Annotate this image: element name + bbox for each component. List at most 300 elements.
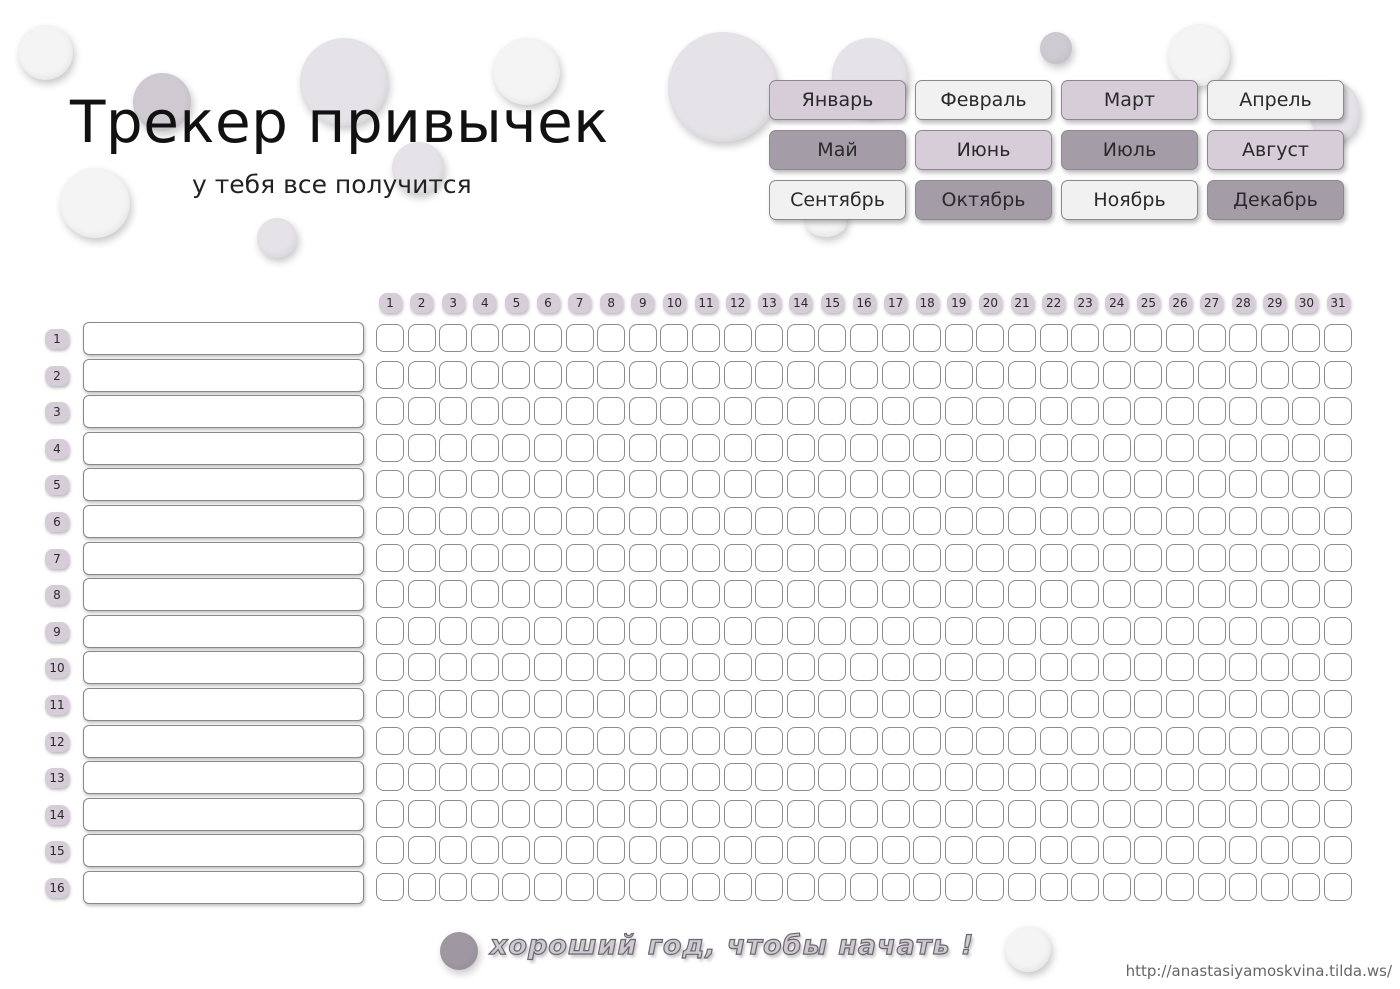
- habit-day-checkbox[interactable]: [1134, 690, 1162, 718]
- habit-day-checkbox[interactable]: [1292, 397, 1320, 425]
- habit-day-checkbox[interactable]: [597, 580, 625, 608]
- habit-day-checkbox[interactable]: [1071, 653, 1099, 681]
- habit-day-checkbox[interactable]: [913, 544, 941, 572]
- habit-day-checkbox[interactable]: [660, 727, 688, 755]
- habit-day-checkbox[interactable]: [913, 690, 941, 718]
- habit-day-checkbox[interactable]: [566, 690, 594, 718]
- habit-day-checkbox[interactable]: [1040, 653, 1068, 681]
- habit-name-field[interactable]: [83, 834, 364, 867]
- habit-day-checkbox[interactable]: [976, 580, 1004, 608]
- habit-day-checkbox[interactable]: [1103, 397, 1131, 425]
- habit-day-checkbox[interactable]: [1324, 470, 1352, 498]
- habit-day-checkbox[interactable]: [976, 836, 1004, 864]
- habit-day-checkbox[interactable]: [1040, 690, 1068, 718]
- habit-day-checkbox[interactable]: [408, 800, 436, 828]
- habit-day-checkbox[interactable]: [534, 324, 562, 352]
- habit-day-checkbox[interactable]: [976, 470, 1004, 498]
- habit-day-checkbox[interactable]: [692, 763, 720, 791]
- habit-day-checkbox[interactable]: [913, 653, 941, 681]
- habit-day-checkbox[interactable]: [724, 544, 752, 572]
- habit-day-checkbox[interactable]: [882, 873, 910, 901]
- habit-day-checkbox[interactable]: [1134, 544, 1162, 572]
- habit-day-checkbox[interactable]: [408, 470, 436, 498]
- habit-day-checkbox[interactable]: [660, 800, 688, 828]
- habit-day-checkbox[interactable]: [534, 434, 562, 462]
- habit-day-checkbox[interactable]: [1198, 727, 1226, 755]
- habit-day-checkbox[interactable]: [787, 361, 815, 389]
- habit-day-checkbox[interactable]: [1071, 361, 1099, 389]
- habit-day-checkbox[interactable]: [376, 763, 404, 791]
- habit-day-checkbox[interactable]: [976, 653, 1004, 681]
- habit-day-checkbox[interactable]: [1008, 617, 1036, 645]
- habit-day-checkbox[interactable]: [913, 617, 941, 645]
- habit-day-checkbox[interactable]: [1166, 397, 1194, 425]
- habit-day-checkbox[interactable]: [1008, 653, 1036, 681]
- habit-day-checkbox[interactable]: [945, 434, 973, 462]
- habit-day-checkbox[interactable]: [976, 690, 1004, 718]
- habit-day-checkbox[interactable]: [1103, 690, 1131, 718]
- habit-day-checkbox[interactable]: [629, 617, 657, 645]
- habit-day-checkbox[interactable]: [439, 361, 467, 389]
- habit-day-checkbox[interactable]: [566, 434, 594, 462]
- habit-day-checkbox[interactable]: [1324, 324, 1352, 352]
- habit-day-checkbox[interactable]: [724, 507, 752, 535]
- habit-day-checkbox[interactable]: [534, 617, 562, 645]
- habit-day-checkbox[interactable]: [1166, 324, 1194, 352]
- habit-day-checkbox[interactable]: [1166, 617, 1194, 645]
- habit-day-checkbox[interactable]: [1103, 800, 1131, 828]
- habit-day-checkbox[interactable]: [1071, 507, 1099, 535]
- habit-day-checkbox[interactable]: [724, 800, 752, 828]
- habit-day-checkbox[interactable]: [1166, 580, 1194, 608]
- habit-day-checkbox[interactable]: [1008, 836, 1036, 864]
- habit-day-checkbox[interactable]: [1292, 434, 1320, 462]
- habit-day-checkbox[interactable]: [534, 653, 562, 681]
- habit-day-checkbox[interactable]: [566, 507, 594, 535]
- habit-day-checkbox[interactable]: [850, 434, 878, 462]
- habit-day-checkbox[interactable]: [787, 324, 815, 352]
- habit-day-checkbox[interactable]: [818, 653, 846, 681]
- habit-day-checkbox[interactable]: [1071, 836, 1099, 864]
- habit-day-checkbox[interactable]: [597, 653, 625, 681]
- month-button[interactable]: Май: [769, 130, 906, 170]
- habit-day-checkbox[interactable]: [976, 763, 1004, 791]
- habit-day-checkbox[interactable]: [724, 617, 752, 645]
- habit-day-checkbox[interactable]: [1229, 544, 1257, 572]
- habit-day-checkbox[interactable]: [1040, 324, 1068, 352]
- habit-day-checkbox[interactable]: [1198, 580, 1226, 608]
- habit-day-checkbox[interactable]: [439, 580, 467, 608]
- habit-day-checkbox[interactable]: [692, 544, 720, 572]
- habit-day-checkbox[interactable]: [692, 324, 720, 352]
- habit-day-checkbox[interactable]: [850, 617, 878, 645]
- month-button[interactable]: Декабрь: [1207, 180, 1344, 220]
- habit-day-checkbox[interactable]: [913, 836, 941, 864]
- habit-day-checkbox[interactable]: [1040, 763, 1068, 791]
- habit-day-checkbox[interactable]: [755, 361, 783, 389]
- habit-day-checkbox[interactable]: [502, 324, 530, 352]
- habit-day-checkbox[interactable]: [502, 580, 530, 608]
- habit-day-checkbox[interactable]: [502, 617, 530, 645]
- habit-day-checkbox[interactable]: [1071, 544, 1099, 572]
- habit-day-checkbox[interactable]: [1198, 800, 1226, 828]
- habit-day-checkbox[interactable]: [724, 836, 752, 864]
- habit-day-checkbox[interactable]: [629, 361, 657, 389]
- habit-day-checkbox[interactable]: [597, 507, 625, 535]
- habit-day-checkbox[interactable]: [1134, 653, 1162, 681]
- habit-day-checkbox[interactable]: [1261, 361, 1289, 389]
- habit-day-checkbox[interactable]: [660, 580, 688, 608]
- habit-day-checkbox[interactable]: [1103, 361, 1131, 389]
- habit-day-checkbox[interactable]: [755, 690, 783, 718]
- habit-day-checkbox[interactable]: [1071, 763, 1099, 791]
- habit-day-checkbox[interactable]: [882, 800, 910, 828]
- habit-day-checkbox[interactable]: [818, 763, 846, 791]
- habit-day-checkbox[interactable]: [1134, 434, 1162, 462]
- habit-day-checkbox[interactable]: [534, 836, 562, 864]
- habit-day-checkbox[interactable]: [534, 544, 562, 572]
- habit-day-checkbox[interactable]: [1292, 873, 1320, 901]
- habit-day-checkbox[interactable]: [1261, 617, 1289, 645]
- habit-day-checkbox[interactable]: [1040, 617, 1068, 645]
- habit-day-checkbox[interactable]: [850, 653, 878, 681]
- habit-day-checkbox[interactable]: [724, 873, 752, 901]
- habit-day-checkbox[interactable]: [629, 836, 657, 864]
- habit-day-checkbox[interactable]: [1103, 873, 1131, 901]
- habit-day-checkbox[interactable]: [1229, 800, 1257, 828]
- habit-day-checkbox[interactable]: [439, 324, 467, 352]
- habit-day-checkbox[interactable]: [818, 873, 846, 901]
- habit-day-checkbox[interactable]: [1071, 434, 1099, 462]
- habit-day-checkbox[interactable]: [376, 544, 404, 572]
- habit-day-checkbox[interactable]: [945, 470, 973, 498]
- habit-day-checkbox[interactable]: [471, 470, 499, 498]
- habit-day-checkbox[interactable]: [597, 470, 625, 498]
- habit-day-checkbox[interactable]: [850, 324, 878, 352]
- habit-day-checkbox[interactable]: [408, 580, 436, 608]
- habit-day-checkbox[interactable]: [566, 763, 594, 791]
- habit-day-checkbox[interactable]: [1166, 361, 1194, 389]
- habit-name-field[interactable]: [83, 322, 364, 355]
- habit-day-checkbox[interactable]: [1292, 800, 1320, 828]
- habit-day-checkbox[interactable]: [597, 836, 625, 864]
- habit-day-checkbox[interactable]: [502, 544, 530, 572]
- habit-day-checkbox[interactable]: [502, 397, 530, 425]
- habit-day-checkbox[interactable]: [945, 544, 973, 572]
- habit-day-checkbox[interactable]: [850, 690, 878, 718]
- habit-day-checkbox[interactable]: [1040, 836, 1068, 864]
- habit-day-checkbox[interactable]: [976, 544, 1004, 572]
- habit-day-checkbox[interactable]: [913, 324, 941, 352]
- habit-day-checkbox[interactable]: [1292, 653, 1320, 681]
- habit-day-checkbox[interactable]: [376, 580, 404, 608]
- habit-day-checkbox[interactable]: [1103, 653, 1131, 681]
- habit-day-checkbox[interactable]: [945, 727, 973, 755]
- habit-day-checkbox[interactable]: [597, 800, 625, 828]
- habit-day-checkbox[interactable]: [787, 580, 815, 608]
- habit-day-checkbox[interactable]: [1324, 361, 1352, 389]
- habit-day-checkbox[interactable]: [850, 397, 878, 425]
- habit-day-checkbox[interactable]: [1229, 653, 1257, 681]
- habit-day-checkbox[interactable]: [850, 727, 878, 755]
- habit-day-checkbox[interactable]: [1103, 617, 1131, 645]
- habit-day-checkbox[interactable]: [629, 727, 657, 755]
- habit-day-checkbox[interactable]: [1071, 617, 1099, 645]
- habit-day-checkbox[interactable]: [1103, 727, 1131, 755]
- habit-day-checkbox[interactable]: [1292, 580, 1320, 608]
- habit-day-checkbox[interactable]: [818, 470, 846, 498]
- habit-day-checkbox[interactable]: [692, 470, 720, 498]
- habit-day-checkbox[interactable]: [534, 397, 562, 425]
- habit-day-checkbox[interactable]: [1324, 507, 1352, 535]
- habit-day-checkbox[interactable]: [787, 470, 815, 498]
- habit-day-checkbox[interactable]: [1324, 727, 1352, 755]
- habit-day-checkbox[interactable]: [629, 544, 657, 572]
- habit-day-checkbox[interactable]: [755, 873, 783, 901]
- habit-day-checkbox[interactable]: [882, 653, 910, 681]
- habit-day-checkbox[interactable]: [1008, 507, 1036, 535]
- habit-day-checkbox[interactable]: [692, 397, 720, 425]
- habit-day-checkbox[interactable]: [629, 690, 657, 718]
- habit-day-checkbox[interactable]: [439, 397, 467, 425]
- habit-name-field[interactable]: [83, 432, 364, 465]
- habit-day-checkbox[interactable]: [1134, 727, 1162, 755]
- habit-day-checkbox[interactable]: [818, 727, 846, 755]
- habit-day-checkbox[interactable]: [1040, 580, 1068, 608]
- habit-day-checkbox[interactable]: [1166, 653, 1194, 681]
- habit-day-checkbox[interactable]: [945, 324, 973, 352]
- habit-day-checkbox[interactable]: [660, 544, 688, 572]
- habit-day-checkbox[interactable]: [1040, 544, 1068, 572]
- habit-day-checkbox[interactable]: [882, 397, 910, 425]
- habit-day-checkbox[interactable]: [597, 397, 625, 425]
- habit-day-checkbox[interactable]: [692, 800, 720, 828]
- habit-day-checkbox[interactable]: [1229, 324, 1257, 352]
- habit-day-checkbox[interactable]: [1198, 324, 1226, 352]
- habit-day-checkbox[interactable]: [1324, 873, 1352, 901]
- habit-day-checkbox[interactable]: [408, 324, 436, 352]
- habit-day-checkbox[interactable]: [471, 873, 499, 901]
- habit-day-checkbox[interactable]: [1134, 800, 1162, 828]
- habit-day-checkbox[interactable]: [1261, 397, 1289, 425]
- habit-day-checkbox[interactable]: [1166, 800, 1194, 828]
- habit-day-checkbox[interactable]: [1103, 434, 1131, 462]
- habit-day-checkbox[interactable]: [534, 727, 562, 755]
- habit-day-checkbox[interactable]: [471, 434, 499, 462]
- habit-day-checkbox[interactable]: [755, 544, 783, 572]
- habit-day-checkbox[interactable]: [1134, 397, 1162, 425]
- habit-day-checkbox[interactable]: [1103, 324, 1131, 352]
- habit-day-checkbox[interactable]: [1229, 836, 1257, 864]
- habit-day-checkbox[interactable]: [408, 653, 436, 681]
- habit-day-checkbox[interactable]: [692, 507, 720, 535]
- habit-day-checkbox[interactable]: [1261, 763, 1289, 791]
- habit-day-checkbox[interactable]: [882, 434, 910, 462]
- habit-day-checkbox[interactable]: [471, 727, 499, 755]
- habit-day-checkbox[interactable]: [1229, 361, 1257, 389]
- habit-day-checkbox[interactable]: [755, 470, 783, 498]
- habit-day-checkbox[interactable]: [471, 507, 499, 535]
- habit-day-checkbox[interactable]: [1103, 470, 1131, 498]
- habit-day-checkbox[interactable]: [882, 507, 910, 535]
- habit-day-checkbox[interactable]: [1134, 763, 1162, 791]
- habit-day-checkbox[interactable]: [660, 617, 688, 645]
- habit-day-checkbox[interactable]: [1261, 324, 1289, 352]
- habit-day-checkbox[interactable]: [1040, 507, 1068, 535]
- habit-day-checkbox[interactable]: [945, 763, 973, 791]
- habit-day-checkbox[interactable]: [787, 397, 815, 425]
- habit-day-checkbox[interactable]: [439, 653, 467, 681]
- habit-day-checkbox[interactable]: [976, 727, 1004, 755]
- month-button[interactable]: Июль: [1061, 130, 1198, 170]
- habit-day-checkbox[interactable]: [692, 434, 720, 462]
- habit-day-checkbox[interactable]: [1229, 690, 1257, 718]
- habit-day-checkbox[interactable]: [597, 873, 625, 901]
- habit-day-checkbox[interactable]: [566, 361, 594, 389]
- habit-day-checkbox[interactable]: [566, 727, 594, 755]
- habit-day-checkbox[interactable]: [850, 580, 878, 608]
- habit-day-checkbox[interactable]: [1292, 763, 1320, 791]
- habit-day-checkbox[interactable]: [1261, 434, 1289, 462]
- habit-day-checkbox[interactable]: [1071, 580, 1099, 608]
- habit-day-checkbox[interactable]: [566, 617, 594, 645]
- habit-day-checkbox[interactable]: [850, 836, 878, 864]
- habit-day-checkbox[interactable]: [692, 653, 720, 681]
- habit-day-checkbox[interactable]: [439, 434, 467, 462]
- habit-day-checkbox[interactable]: [692, 836, 720, 864]
- habit-day-checkbox[interactable]: [1261, 873, 1289, 901]
- month-button[interactable]: Август: [1207, 130, 1344, 170]
- habit-day-checkbox[interactable]: [1008, 324, 1036, 352]
- habit-day-checkbox[interactable]: [1198, 470, 1226, 498]
- habit-day-checkbox[interactable]: [566, 800, 594, 828]
- habit-day-checkbox[interactable]: [976, 397, 1004, 425]
- habit-day-checkbox[interactable]: [1134, 873, 1162, 901]
- habit-day-checkbox[interactable]: [1229, 434, 1257, 462]
- habit-day-checkbox[interactable]: [1261, 653, 1289, 681]
- habit-day-checkbox[interactable]: [850, 763, 878, 791]
- habit-day-checkbox[interactable]: [502, 873, 530, 901]
- habit-day-checkbox[interactable]: [787, 434, 815, 462]
- habit-day-checkbox[interactable]: [882, 361, 910, 389]
- habit-day-checkbox[interactable]: [439, 727, 467, 755]
- habit-day-checkbox[interactable]: [408, 544, 436, 572]
- habit-day-checkbox[interactable]: [755, 324, 783, 352]
- habit-day-checkbox[interactable]: [471, 836, 499, 864]
- month-button[interactable]: Апрель: [1207, 80, 1344, 120]
- habit-day-checkbox[interactable]: [945, 580, 973, 608]
- habit-day-checkbox[interactable]: [1229, 507, 1257, 535]
- habit-day-checkbox[interactable]: [376, 727, 404, 755]
- habit-day-checkbox[interactable]: [534, 361, 562, 389]
- habit-day-checkbox[interactable]: [1324, 763, 1352, 791]
- habit-day-checkbox[interactable]: [1198, 836, 1226, 864]
- habit-day-checkbox[interactable]: [913, 800, 941, 828]
- habit-day-checkbox[interactable]: [534, 873, 562, 901]
- habit-day-checkbox[interactable]: [502, 800, 530, 828]
- habit-day-checkbox[interactable]: [471, 544, 499, 572]
- habit-day-checkbox[interactable]: [755, 653, 783, 681]
- habit-day-checkbox[interactable]: [1261, 690, 1289, 718]
- habit-day-checkbox[interactable]: [818, 544, 846, 572]
- habit-day-checkbox[interactable]: [1008, 763, 1036, 791]
- habit-day-checkbox[interactable]: [1198, 873, 1226, 901]
- habit-day-checkbox[interactable]: [945, 507, 973, 535]
- habit-day-checkbox[interactable]: [787, 800, 815, 828]
- habit-day-checkbox[interactable]: [408, 836, 436, 864]
- habit-day-checkbox[interactable]: [692, 690, 720, 718]
- habit-day-checkbox[interactable]: [1198, 434, 1226, 462]
- habit-day-checkbox[interactable]: [1229, 873, 1257, 901]
- habit-day-checkbox[interactable]: [566, 544, 594, 572]
- habit-day-checkbox[interactable]: [1324, 544, 1352, 572]
- habit-day-checkbox[interactable]: [1103, 580, 1131, 608]
- habit-day-checkbox[interactable]: [534, 763, 562, 791]
- habit-day-checkbox[interactable]: [724, 361, 752, 389]
- habit-day-checkbox[interactable]: [1324, 580, 1352, 608]
- habit-day-checkbox[interactable]: [502, 507, 530, 535]
- habit-day-checkbox[interactable]: [755, 434, 783, 462]
- habit-day-checkbox[interactable]: [597, 617, 625, 645]
- habit-day-checkbox[interactable]: [945, 800, 973, 828]
- habit-day-checkbox[interactable]: [660, 397, 688, 425]
- habit-day-checkbox[interactable]: [1324, 653, 1352, 681]
- habit-day-checkbox[interactable]: [945, 873, 973, 901]
- habit-day-checkbox[interactable]: [1198, 507, 1226, 535]
- habit-day-checkbox[interactable]: [787, 763, 815, 791]
- habit-day-checkbox[interactable]: [660, 690, 688, 718]
- habit-name-field[interactable]: [83, 651, 364, 684]
- habit-day-checkbox[interactable]: [376, 434, 404, 462]
- habit-day-checkbox[interactable]: [1071, 397, 1099, 425]
- habit-day-checkbox[interactable]: [913, 580, 941, 608]
- habit-day-checkbox[interactable]: [724, 397, 752, 425]
- habit-day-checkbox[interactable]: [471, 397, 499, 425]
- habit-day-checkbox[interactable]: [818, 836, 846, 864]
- habit-day-checkbox[interactable]: [724, 763, 752, 791]
- habit-day-checkbox[interactable]: [408, 763, 436, 791]
- habit-day-checkbox[interactable]: [1134, 507, 1162, 535]
- habit-day-checkbox[interactable]: [1166, 434, 1194, 462]
- habit-day-checkbox[interactable]: [566, 653, 594, 681]
- habit-day-checkbox[interactable]: [629, 800, 657, 828]
- habit-day-checkbox[interactable]: [1008, 727, 1036, 755]
- habit-day-checkbox[interactable]: [408, 617, 436, 645]
- habit-day-checkbox[interactable]: [755, 763, 783, 791]
- habit-name-field[interactable]: [83, 725, 364, 758]
- habit-day-checkbox[interactable]: [692, 617, 720, 645]
- habit-day-checkbox[interactable]: [913, 470, 941, 498]
- habit-day-checkbox[interactable]: [439, 873, 467, 901]
- habit-day-checkbox[interactable]: [471, 800, 499, 828]
- habit-day-checkbox[interactable]: [755, 617, 783, 645]
- habit-day-checkbox[interactable]: [724, 727, 752, 755]
- habit-day-checkbox[interactable]: [629, 324, 657, 352]
- habit-day-checkbox[interactable]: [408, 873, 436, 901]
- habit-day-checkbox[interactable]: [1040, 434, 1068, 462]
- habit-day-checkbox[interactable]: [1008, 544, 1036, 572]
- habit-day-checkbox[interactable]: [850, 507, 878, 535]
- habit-day-checkbox[interactable]: [1166, 727, 1194, 755]
- habit-day-checkbox[interactable]: [1292, 836, 1320, 864]
- habit-day-checkbox[interactable]: [502, 763, 530, 791]
- habit-day-checkbox[interactable]: [597, 763, 625, 791]
- habit-day-checkbox[interactable]: [1229, 470, 1257, 498]
- habit-day-checkbox[interactable]: [502, 690, 530, 718]
- habit-day-checkbox[interactable]: [376, 324, 404, 352]
- habit-day-checkbox[interactable]: [660, 507, 688, 535]
- habit-name-field[interactable]: [83, 505, 364, 538]
